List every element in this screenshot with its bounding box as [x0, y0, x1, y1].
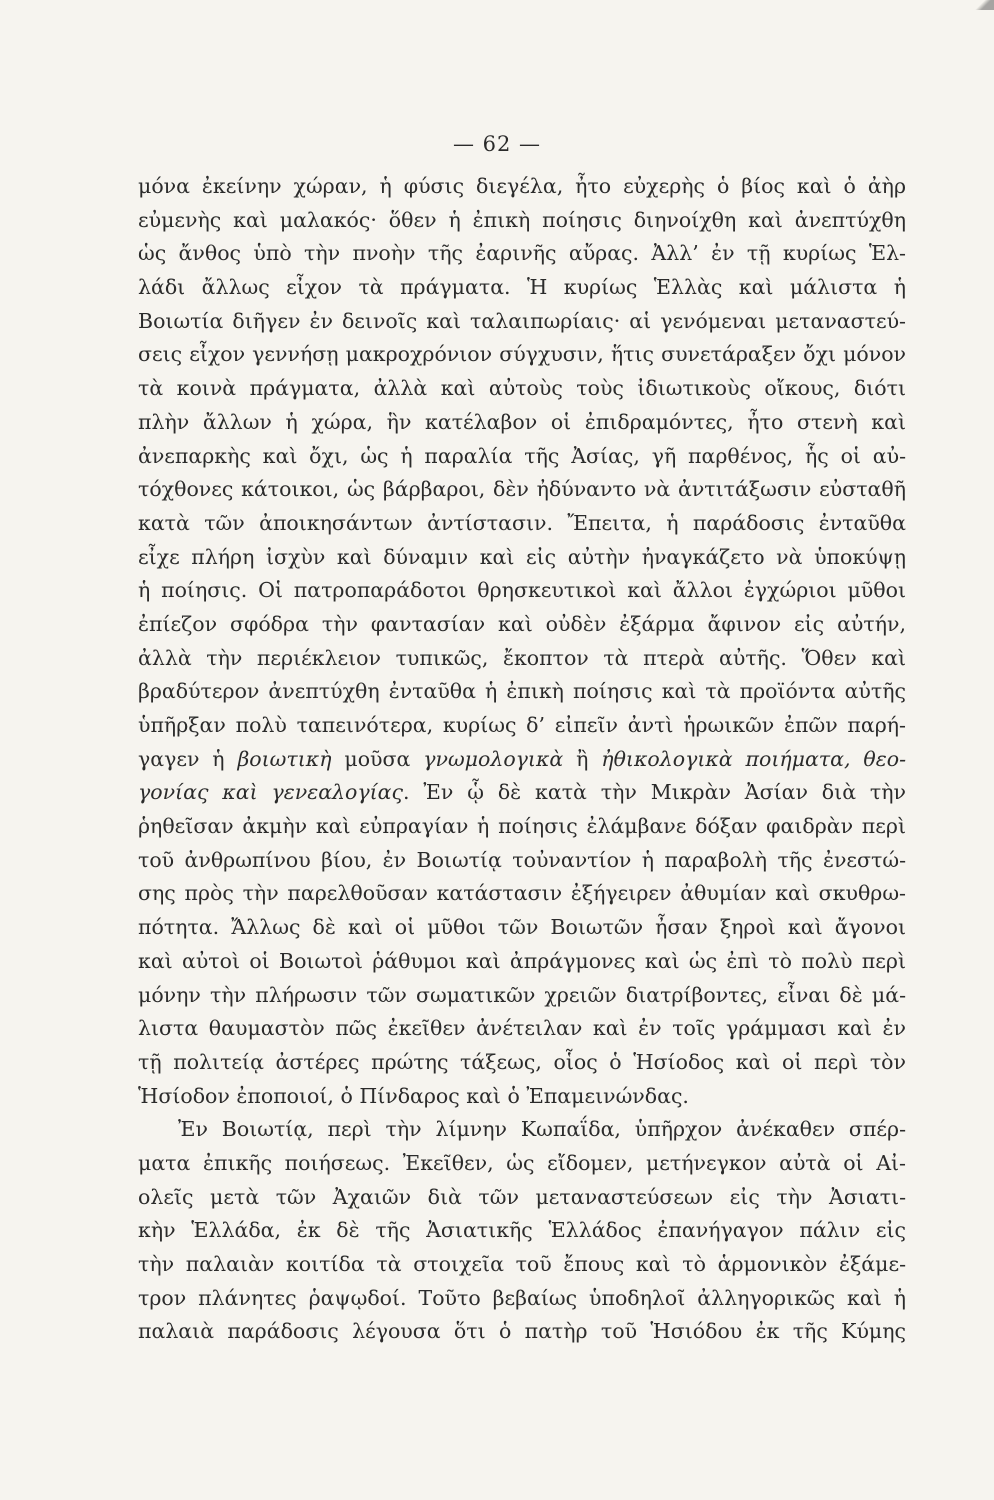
text-line: μόνα ἐκείνην χώραν, ἡ φύσις διεγέλα, ἦτο εὐχερὴς ὁ βίος καὶ ὁ ἀὴρ — [138, 174, 906, 198]
text-line: τῇ πολιτείᾳ ἀστέρες πρώτης τάξεως, οἷος ὁ Ἡσίοδος καὶ οἱ περὶ τὸν — [138, 1049, 906, 1074]
italic-fragment: ἠθικολογικὰ ποιήματα, θεο- — [601, 746, 906, 771]
text-fragment: ἢ — [563, 746, 602, 771]
text-line: τόχθονες κάτοικοι, ὡς βάρβαροι, δὲν ἠδύναντο νὰ ἀντιτάξωσιν εὐσταθῆ — [138, 477, 906, 502]
text-line: ῥηθεῖσαν ἀκμὴν καὶ εὐπραγίαν ἡ ποίησις ἐλάμβανε δόξαν φαιδρὰν περὶ — [138, 814, 906, 839]
text-line: εὐμενὴς καὶ μαλακός· ὅθεν ἡ ἐπικὴ ποίησις διηνοίχθη καὶ ἀνεπτύχθη — [138, 207, 906, 232]
text-line: τὰ κοινὰ πράγματα, ἀλλὰ καὶ αὐτοὺς τοὺς ἰδιωτικοὺς οἴκους, διότι — [138, 376, 906, 401]
italic-fragment: γνωμολογικὰ — [423, 746, 564, 771]
text-line: σεις εἶχον γεννήσῃ μακροχρόνιον σύγχυσιν, ἥτις συνετάραξεν ὄχι μόνον — [138, 342, 906, 367]
text-line: ολεῖς μετὰ τῶν Ἀχαιῶν διὰ τῶν μεταναστεύσεων εἰς τὴν Ἀσιατι- — [138, 1184, 906, 1209]
paragraph-end-line: Ἡσίοδον ἐποποιοί, ὁ Πίνδαρος καὶ ὁ Ἐπαμεινώνδας. — [138, 1083, 689, 1108]
text-line: λιστα θαυμαστὸν πῶς ἐκεῖθεν ἀνέτειλαν καὶ ἐν τοῖς γράμμασι καὶ ἐν — [138, 1016, 906, 1041]
paragraph-start-line: Ἐν Βοιωτίᾳ, περὶ τὴν λίμνην Κωπαΐδα, ὑπῆρχον ἀνέκαθεν σπέρ- — [178, 1117, 906, 1142]
text-line-italic-mixed — [138, 743, 906, 777]
text-line: παλαιὰ παράδοσις λέγουσα ὅτι ὁ πατὴρ τοῦ Ἡσιόδου ἐκ τῆς Κύμης — [138, 1319, 906, 1344]
italic-fragment: βοιωτικὴ — [237, 746, 332, 771]
text-fragment: μοῦσα — [331, 746, 424, 771]
text-line: πλὴν ἄλλων ἡ χώρα, ἣν κατέλαβον οἱ ἐπιδραμόντες, ἦτο στενὴ καὶ — [138, 409, 906, 434]
text-line: λάδι ἄλλως εἶχον τὰ πράγματα. Ἡ κυρίως Ἑλλὰς καὶ μάλιστα ἡ — [138, 275, 906, 300]
text-line: ὡς ἄνθος ὑπὸ τὴν πνοὴν τῆς ἐαρινῆς αὔρας. Ἀλλ’ ἐν τῇ κυρίως Ἑλ- — [138, 241, 906, 266]
text-line: μόνην τὴν πλήρωσιν τῶν σωματικῶν χρειῶν διατρίβοντες, εἶναι δὲ μά- — [138, 982, 906, 1007]
text-line: ὑπῆρξαν πολὺ ταπεινότερα, κυρίως δ’ εἰπεῖν ἀντὶ ἡρωικῶν ἐπῶν παρή- — [138, 713, 906, 737]
page-number: — 62 — — [452, 132, 542, 156]
text-line: ματα ἐπικῆς ποιήσεως. Ἐκεῖθεν, ὡς εἴδομεν, μετήνεγκον αὐτὰ οἱ Αἰ- — [138, 1150, 906, 1175]
text-line-italic-mixed — [138, 776, 906, 810]
text-line: σης πρὸς τὴν παρελθοῦσαν κατάστασιν ἐξήγειρεν ἀθυμίαν καὶ σκυθρω- — [138, 881, 906, 906]
text-line: ἀνεπαρκὴς καὶ ὄχι, ὡς ἡ παραλία τῆς Ἀσίας, γῆ παρθένος, ἧς οἱ αὐ- — [138, 443, 906, 468]
text-line: καὶ αὐτοὶ οἱ Βοιωτοὶ ῥάθυμοι καὶ ἀπράγμονες καὶ ὡς ἐπὶ τὸ πολὺ περὶ — [138, 948, 906, 973]
text-line: κατὰ τῶν ἀποικησάντων ἀντίστασιν. Ἔπειτα, ἡ παράδοσις ἐνταῦθα — [138, 510, 906, 535]
text-line: ἐπίεζον σφόδρα τὴν φαντασίαν καὶ οὐδὲν ἐξάρμα ἄφινον εἰς αὐτήν, — [138, 611, 906, 636]
body-text — [138, 170, 906, 1349]
text-line: εἶχε πλήρη ἰσχὺν καὶ δύναμιν καὶ εἰς αὐτὴν ἠναγκάζετο νὰ ὑποκύψῃ — [138, 544, 906, 569]
text-fragment: . Ἐν ᾧ δὲ κατὰ τὴν Μικρὰν Ἀσίαν διὰ τὴν — [403, 780, 906, 805]
text-line: βραδύτερον ἀνεπτύχθη ἐνταῦθα ἡ ἐπικὴ ποίησις καὶ τὰ προϊόντα αὐτῆς — [138, 679, 906, 704]
italic-fragment: γενεαλογίας — [271, 780, 404, 805]
text-line: ἀλλὰ τὴν περιέκλειον τυπικῶς, ἔκοπτον τὰ πτερὰ αὐτῆς. Ὅθεν καὶ — [138, 645, 906, 670]
text-line: τὴν παλαιὰν κοιτίδα τὰ στοιχεῖα τοῦ ἔπους καὶ τὸ ἁρμονικὸν ἐξάμε- — [138, 1252, 906, 1276]
italic-fragment: καὶ — [208, 780, 272, 805]
text-line: τρον πλάνητες ῥαψῳδοί. Τοῦτο βεβαίως ὑποδηλοῖ ἀλληγορικῶς καὶ ἡ — [138, 1285, 906, 1310]
text-line: πότητα. Ἄλλως δὲ καὶ οἱ μῦθοι τῶν Βοιωτῶν ἦσαν ξηροὶ καὶ ἄγονοι — [138, 915, 906, 940]
scan-corner-mark — [972, 0, 994, 10]
text-line: τοῦ ἀνθρωπίνου βίου, ἐν Βοιωτίᾳ τοὐναντίον ἡ παραβολὴ τῆς ἐνεστώ- — [138, 847, 906, 872]
italic-fragment: γονίας — [138, 780, 209, 805]
text-line: Βοιωτία διῆγεν ἐν δεινοῖς καὶ ταλαιπωρίαις· αἱ γενόμεναι μεταναστεύ- — [138, 308, 906, 333]
text-line: κὴν Ἑλλάδα, ἐκ δὲ τῆς Ἀσιατικῆς Ἑλλάδος ἐπανήγαγον πάλιν εἰς — [138, 1218, 906, 1243]
text-line: ἡ ποίησις. Οἱ πατροπαράδοτοι θρησκευτικοὶ καὶ ἄλλοι ἐγχώριοι μῦθοι — [138, 578, 906, 603]
text-fragment: γαγεν ἡ — [138, 746, 238, 771]
